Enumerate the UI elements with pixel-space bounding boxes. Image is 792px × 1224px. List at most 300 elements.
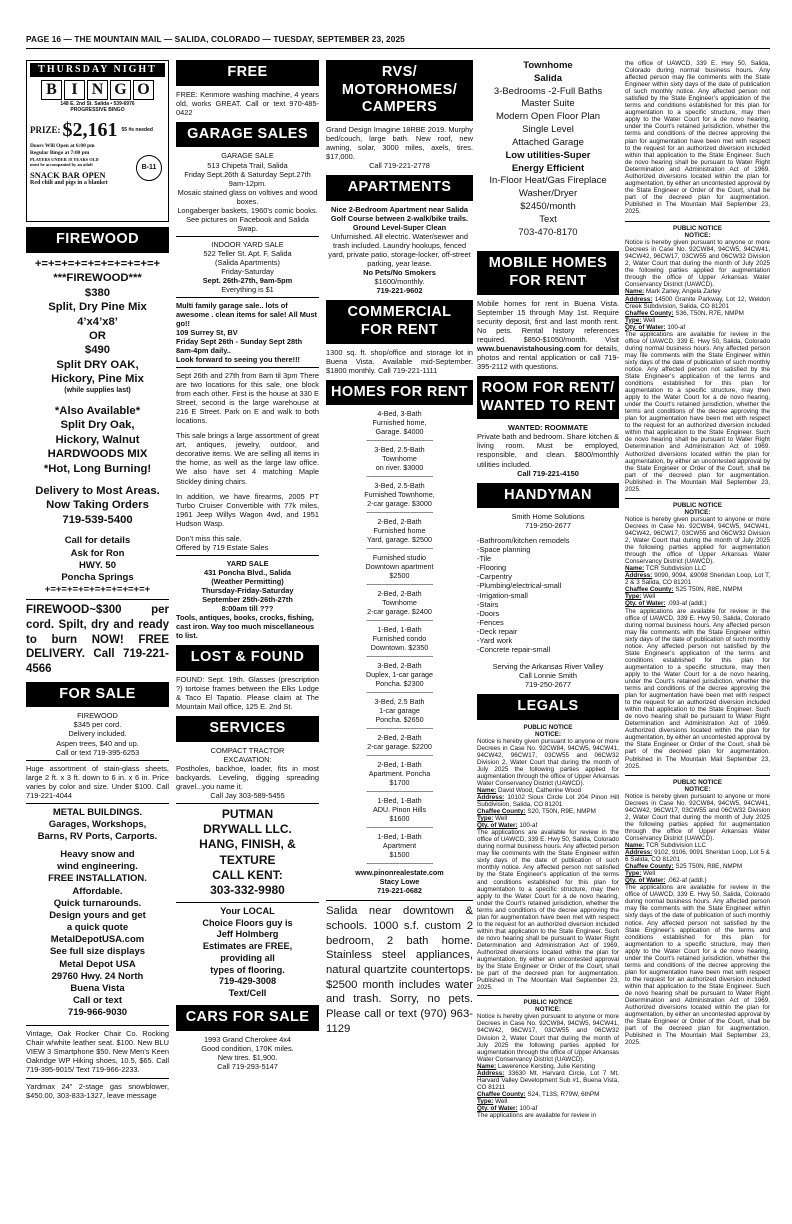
text-line: providing all [220,952,275,963]
text-line: Single Level [522,124,574,136]
text-line: 703-470-8170 [518,226,578,238]
text-line: ROOM FOR RENT/ [481,380,615,396]
text-line: FREE INSTALLATION. [48,873,147,885]
field-value: Well [643,593,656,601]
text-line: FIREWOOD [77,711,118,721]
garage-sales-header: GARAGE SALES [176,122,319,148]
notice-body: The applications are available for review in the office of UAWCD, 339 E. Hwy 50, Salida, Colorado during normal business hours. Any affected person may file comments with the State Engineer within sixty days of the date of publication of such monthly notice. Any affected person not satisfied by the State Engineer’s application of the terms and conditions established for this plan for augmentation to a specific structure, may then apply to the Water Court for a de novo hearing, under the Court’s retained jurisdiction, whether the terms and conditions of the decree approving the plan for augmentation have been met with respect to the request for an authorized diversion included within that application to the State Engineer. Such de novo hearing shall be pursuant to Water Right Determination and Administration Act of 1969. Authorized diversions located within the plan for augmentation, by either an uncontested approval by the State Engineer or Order of the Court, shall be part of the decreed plan for augmentation. Published in The Mountain Mail September 23, 2025. [477,829,619,992]
notice-label: NOTICE: [684,232,711,240]
bingo-regular: Regular Bingo at 7:00 pm [30,149,90,156]
home-listing-line: Poncha. $2300 [375,679,424,689]
home-listing-line: 3-Bed, 2-Bath [377,661,422,671]
text-line: RVS/ [381,64,418,80]
for-sale-ad-1 [26,711,169,756]
text-line: Text [539,213,557,225]
listing-separator: ~~~~~~~~~~~~~~~~~~ [366,787,433,797]
home-listing [326,733,473,751]
text-line: Grand Design Imagine 18RBE 2019. Murphy bed/couch, large bath. New roof, new awning, solar, 3000 miles, axels, tires. $17,000. [326,125,473,162]
field-value: 100-af [667,323,686,331]
notice-intro: Notice is hereby given pursuant to anyone or more Decrees in Case No. 92CW84, 94CW5, 94CW41, 94CW42, 96CW17, 03CW55 and 06CW32 Division 2, Water Court that during the month of July 2025 the following parties applied for augmentation through the office of Upper Arkansas Water Conservancy District (UAWCD). [477,737,620,787]
home-listing-line: Duplex, 1-car garage [365,670,434,680]
field-value: 9102, 9106, 9091 Sheridan Loop, Lot 5 & 6 Salida, CO 81201 [625,849,770,864]
notice-intro: Notice is hereby given pursuant to anyone or more Decrees in Case No. 92CW84, 94CW5, 94CW41, 94CW42, 96CW17, 03CW55 and 06CW32 Division 2, Water Court that during the month of July 2025 the following parties applied for augmentation through the office of Upper Arkansas Water Conservancy District (UAWCD). [625,515,770,566]
text-line: Tools, antiques, books, crocks, fishing, cast iron. Way too much miscellaneous to list. [176,612,315,640]
home-listing-line: $1600 [389,814,410,824]
text-line: See full size displays [49,946,146,958]
roommate-ad [477,423,619,477]
firewood-ad-2: FIREWOOD~$300 per cord. Spilt, dry and ready to burn NOW! FREE DELIVERY. Call 719-221-4566 [26,604,169,675]
text-line: 1993 Grand Cherokee 4x4 [203,1034,292,1044]
for-sale-ad-2: Huge assortment of stain-glass sheets, large 2 ft. x 3 ft. down to 6 in. x 6 in. Price varies by color and size. Under $100. Call 719-221-4044 [26,763,169,800]
handyman-service-item: -Yard work [477,635,513,645]
home-listing-line: 2-Bed, 2-Bath [377,589,422,599]
field-value: Well [643,316,656,324]
public-notice-3 [625,225,770,493]
handyman-services-list [477,536,619,653]
homes-phone: 719-221-0682 [377,886,422,896]
text-line: 8:00am till ??? [221,603,274,613]
for-sale-header: FOR SALE [26,682,169,708]
yardmax-ad: Yardmax 24” 2-stage gas snowblower, $450.00, 303-833-1327, leave message [26,1081,169,1100]
home-listing-line: 1-car garage [379,706,420,716]
column-1 [26,60,169,1103]
field-value: Well [495,1097,508,1105]
flooring-ad [176,906,319,1000]
handyman-service-item: -Irrigation-small [477,590,528,600]
field-label: Address: [625,849,653,857]
text-line: Mobile homes for rent in Buena Vista. September 15 through May 1st. Require security deposit, first and last month rent. No pets. Rental history references required. $850-$1050/month. Visit [477,298,619,344]
notice-body: The applications are available for review in the office of UAWCD, 339 E. Hwy 50, Salida, Colorado during normal business hours. Any affected person may file comments with the State Engineer within sixty days of the date of publication of such monthly notice. Any affected person not satisfied by the State Engineer’s application of the terms and conditions established for this plan for augmentation to a specific structure, may then apply to the Water Court for a de novo hearing, under the Court’s retained jurisdiction, whether the terms and conditions of the decree approving the plan for augmentation have been met with respect to the request for an authorized diversion included within that application to the State Engineer. Such de novo hearing shall be pursuant to Water Right Determination and Administration Act of 1969. Authorized diversions located within the plan for augmentation, by either an uncontested approval by the State Engineer or Order of the Court, shall be part of the decreed plan for augmentation. Published in The Mountain Mail September 23, 2025. [625,607,770,770]
text-line: $345 per cord. [73,720,122,730]
text-line: In addition, we have firearms, 2005 PT Turbo Cruiser Convertible with 77k miles, 1961 Jeep Willys Wagon 4wd, and 1951 Hudson Wasp. [176,491,319,528]
listing-separator: ~~~~~~~~~~~~~~~~~~ [366,616,433,626]
field-value: S25 T50N, R8E, NMPM [675,863,743,871]
home-listing-line: $1700 [389,778,410,788]
field-label: Address: [477,793,505,801]
text-line: 513 Chipeta Trail, Salida [207,160,288,170]
text-line: Garages, Workshops, [48,818,147,830]
text-line: Smith Home Solutions [511,512,585,522]
text-line: Now Taking Orders [46,499,149,512]
text-line: Unfurnished. All electric. Water/sewer and trash included. Laundry hookups, fenced yard, private patio, storage-locker, off-street parking, year lease. [328,232,471,269]
text-line: 29760 Hwy. 24 North [51,970,144,982]
lost-found-ad: FOUND: Sept. 19th. Glasses (prescription ?) tortoise frames between the Elks Lodge & Taco El Tapatio. Please claim at The Mountain Mail office, 125 E. 2nd St. [176,674,319,711]
text-line: Serving the Arkansas River Valley [492,661,604,671]
home-listing-line: Apartment. Poncha [368,769,431,779]
lost-found-header: LOST & FOUND [176,645,319,671]
text-line: types of flooring. [210,964,285,975]
bingo-snack: SNACK BAR OPEN [30,170,106,181]
bingo-address: 148 E. 2nd St. Salida • 539-6976 [60,101,135,108]
notice-label: NOTICE: [684,508,711,516]
home-listing-line: Apartment [382,841,417,851]
field-value: Well [643,870,656,878]
home-listing-line: Furnished Townhome, [364,490,435,500]
text-line: Split Dry Oak, [60,419,135,432]
text-line: DRYWALL LLC. [203,822,292,837]
field-label: Name: [625,842,645,850]
text-line: Low utilities-Super [505,149,591,161]
text-line: MOBILE HOMES [488,255,608,272]
services-ad-1 [176,746,319,800]
text-line: Call 719-293-5147 [217,1061,278,1071]
prize-label: PRIZE: [30,124,61,135]
field-label: Chaffee County: [477,1090,526,1098]
handyman-header: HANDYMAN [477,483,619,509]
text-line: *Hot, Long Burning! [43,462,152,475]
bingo-letter: I [64,80,85,100]
home-listing-line: 2-Bed, 2-Bath [377,733,422,743]
handyman-service-item: -Plumbing/electrical-small [477,581,562,591]
text-line: Call or text [72,995,123,1007]
handyman-service-item: -Tile [477,554,492,564]
public-notice-1 [477,724,619,992]
text-line: INDOOR YARD SALE [211,239,284,249]
text-line: Townhome [523,60,573,71]
text-line: EXCAVATION: [223,754,272,764]
text-line: Design yours and get [49,909,146,921]
homes-list [326,409,473,868]
text-line: No Pets/No Smokers [363,268,436,278]
public-notice-5 [625,779,770,1047]
column-4 [477,60,619,1119]
field-label: Qty. of Water: [477,822,518,830]
text-line: Buena Vista [70,982,125,994]
apartments-header: APARTMENTS [326,175,473,201]
notice-intro: Notice is hereby given pursuant to anyone or more Decrees in Case No. 92CW84, 94CW5, 94CW41, 94CW42, 96CW17, 03CW55 and 06CW32 Division 2, Water Court that during the month of July 2025 the following parties applied for augmentation through the office of Upper Arkansas Water Conservancy District (UAWCD). [625,239,770,289]
rv-ad [326,125,473,170]
home-listing [326,445,473,472]
commercial-ad: 1300 sq. ft. shop/office and storage lot in Buena Vista. Available mid-September. $1800 monthly. Call 719-221-1111 [326,347,473,375]
text-line: Don’t miss this sale. [176,533,242,543]
home-listing-line: 1-Bed, 1-Bath [377,832,422,842]
notice-title: PUBLIC NOTICE [673,501,722,509]
home-listing-line: Poncha. $2650 [375,715,424,725]
text-line: Hickory, Pine Mix [51,373,144,386]
text-line: FOR RENT [509,273,587,290]
notice-body: The applications are available for review in the office of UAWCD, 339 E. Hwy 50, Salida, Colorado during normal business hours. Any affected person may file comments with the State Engineer within sixty days of the date of publication of such monthly notice. Any affected person not satisfied by the State Engineer’s application of the terms and conditions established for this plan for augmentation to a specific structure, may then apply to the Water Court for a de novo hearing, under the Court’s retained jurisdiction, whether the terms and conditions of the decree approving the plan for augmentation have been met with respect to the request for an authorized diversion included within that application to the State Engineer. Such de novo hearing shall be pursuant to Water Right Determination and Administration Act of 1969. Authorized diversions located within the plan for augmentation, by either an uncontested approval by the State Engineer or Order of the Court, shall be part of the decreed plan for augmentation. Published in The Mountain Mail September 23, 2025. [625,330,770,493]
field-label: Qty. of Water: [625,877,666,885]
home-listing [326,697,473,724]
text-line: HANG, FINISH, & [199,837,296,852]
text-line: 719-429-3008 [218,976,277,987]
text-line: Aspen trees, $40 and up. [56,738,139,748]
text-line: (Weather Permitting) [211,576,284,586]
text-line: Choice Floors guy is [202,917,293,928]
column-3 [326,60,473,1039]
text-line: 431 Poncha Blvd., Salida [203,567,292,577]
field-value: S36, T50N, R7E, NMPM [675,309,744,317]
listing-separator: ~~~~~~~~~~~~~~~~~~ [366,436,433,446]
listing-separator: ~~~~~~~~~~~~~~~~~~ [366,544,433,554]
mobile-website-link[interactable]: www.buenavistahousing.com [477,343,581,353]
home-listing [326,661,473,688]
text-line: September 25th-26th-27th [202,594,293,604]
border-line: +=+=+=+=+=+=+=+=+=+ [44,583,151,595]
column-2 [176,60,319,1071]
garage-sale-5 [176,559,319,640]
garage-sale-4 [176,371,319,552]
home-listing-line: 2-Bed, 2-Bath [377,517,422,527]
text-line: Affordable. [72,885,123,897]
text-line: HWY. 50 [79,559,116,571]
text-line: 109 Surrey St, BV [176,328,238,338]
drywall-ad [176,807,319,899]
apartment-ad [326,205,473,295]
handyman-service-item: -Space planning [477,545,531,555]
bingo-ball-icon: B-11 [136,155,162,181]
text-line: Call Lonnie Smith [519,670,577,680]
bingo-letter: O [133,80,154,100]
handyman-service-item: -Concrete repair-small [477,644,551,654]
field-label: Name: [625,288,645,296]
text-line: MOTORHOMES/ [341,81,458,98]
home-listing-line: $1500 [389,850,410,860]
text-line: $2450/month [520,200,576,212]
text-line: Friday-Saturday [221,266,274,276]
home-listing-line: on river. $3000 [375,463,424,473]
text-line: wind engineering. [57,861,138,873]
text-line: Quick turnarounds. [53,897,142,909]
field-value: S25 T50N, R8E, NMPM [675,586,743,594]
bingo-prize [30,118,165,142]
salida-home-ad: Salida near downtown & schools. 1000 s.f. custom 2 bedroom, 2 bath home. Stainless steel appliances, natural quartzite countertops. $2500 month includes water and trash. Sorry, no pets. Please call or text (970) 963-1129 [326,905,473,1035]
handyman-service-item: -Carpentry [477,572,512,582]
listing-separator: ~~~~~~~~~~~~~~~~~~ [366,580,433,590]
listing-separator: ~~~~~~~~~~~~~~~~~~ [366,859,433,869]
field-value: David Wood, Catherine Wood [498,786,582,794]
handyman-service-item: -Flooring [477,563,507,573]
text-line: Salida [534,72,562,84]
field-label: Chaffee County: [477,808,526,816]
bingo-doors: Doors Will Open at 6:00 pm [30,142,95,149]
text-line: Attached Garage [512,136,584,148]
bingo-players: PLAYERS UNDER 18 YEARS OLD [30,156,99,162]
field-value: TCR Subdivision LLC [645,842,707,850]
bingo-letter: N [87,80,108,100]
handyman-service-item: -Stairs [477,599,499,609]
text-line: CAMPERS [361,99,438,116]
column-5 [625,60,770,1046]
text-line: Mosaic stained glass on voltives and wood boxes. [177,187,318,206]
cars-ad [176,1035,319,1071]
bingo-letter: G [110,80,131,100]
home-listing [326,625,473,652]
text-line: $1600/monthly. [374,277,425,287]
text-line: GARAGE SALE [221,151,274,161]
field-label: Address: [625,295,653,303]
text-line: Postholes, backhoe, loader, fits in most backyards. Leveling, digging spreading gravel...you name it. [176,763,319,791]
text-line: Metal Depot USA [59,958,136,970]
notice-continued: the office of UAWCD, 339 E. Hwy 50, Salida, Colorado during normal business hours. Any affected person may file comments with the State Engineer within sixty days of the date of publication of such monthly notice. Any affected person not satisfied by the State Engineer’s application of the terms and conditions established for this plan for augmentation to a specific structure, may then apply to the Water Court for a de novo hearing, under the Court’s retained jurisdiction, whether the terms and conditions of the decree approving the plan for augmentation have been met with respect to the request for an authorized diversion included within that application to the State Engineer. Such de novo hearing shall be pursuant to Water Right Determination and Administration Act of 1969. Authorized diversions located within the plan for augmentation, by either an uncontested approval by the State Engineer or Order of the Court, shall be part of the decreed plan for augmentation. Published in The Mountain Mail September 23, 2025. [625,60,770,215]
notice-label: NOTICE: [684,785,711,793]
public-notice-2 [477,999,619,1119]
field-label: Address: [625,572,653,580]
text-line: 719-250-2677 [524,679,572,689]
handyman-service-item: -Fences [477,617,504,627]
field-label: Name: [477,786,497,794]
text-line: Nice 2-Bedroom Apartment near Salida Golf Course between 2-walk/bike trails. Ground Level-Super Clean [330,204,469,232]
field-value: 33630 Mt. Harvard Circle, Lot 7 Mt. Harvard Valley Development Sub #1, Buena Vista, CO 81211 [477,1069,619,1091]
text-line: YARD SALE [226,558,269,568]
home-listing-line: Furnished studio [372,553,427,563]
handyman-service-item: -Deck repair [477,626,518,636]
text-line: Call Jay 303-589-5455 [210,790,285,800]
field-label: Qty. of Water: [625,323,666,331]
garage-sale-3 [176,301,319,364]
vintage-ad: Vintage, Oak Rocker Chair Co. Rocking Chair w/white leather seat. $100. New BLU VIEW 3 Smartphone $50. New Men’s Keen Oakridge WP Hiking shoes, 10.5, $65. Call 719-395-9015/ Text 719-966-2233. [26,1029,169,1075]
text-line: Estimates are FREE, [202,941,293,952]
homes-contact [326,868,473,895]
handyman-service-item: -Doors [477,608,500,618]
home-listing [326,832,473,859]
text-line: Multi family garage sale.. lots of awesome . clean items for sale! All Must go!! [176,300,318,328]
text-line: Washer/Dryer [518,188,578,200]
field-label: Chaffee County: [625,309,674,317]
field-label: Name: [477,1062,497,1070]
bingo-title: THURSDAY NIGHT [30,63,165,77]
field-label: Type: [477,815,494,823]
text-line: Call 719-221-4150 [517,468,579,478]
metal-buildings-ad [26,807,169,1020]
handyman-service-item: -Bathroom/kitchen remodels [477,536,570,546]
bingo-players2: must be accompanied by an adult [30,162,93,168]
cars-header: CARS FOR SALE [176,1005,319,1031]
free-ad: FREE: Kenmore washing machine, 4 years old, works GREAT. Call or text 970-485-0422 [176,89,319,117]
legals-header: LEGALS [477,694,619,720]
home-listing [326,796,473,823]
field-value: .093-af (addl.) [667,600,707,608]
notice-label: NOTICE: [535,1006,561,1014]
home-listing-line: 2-car garage. $2200 [367,742,432,752]
text-line: 719-539-5400 [62,513,133,526]
numbers-needed: 55 #s needed [121,126,153,133]
text-line: Poncha Springs [61,571,134,583]
notice-title: PUBLIC NOTICE [673,778,722,786]
text-line: WANTED: ROOMMATE [508,423,588,433]
notice-body-tail: The applications are available for review in [477,1112,597,1120]
bingo-jackpot: PROGRESSIVE BINGO [70,107,125,114]
text-line: HARDWOODS MIX [47,448,148,461]
notice-body: The applications are available for review in the office of UAWCD, 339 E. Hwy 50, Salida, Colorado during normal business hours. Any affected person may file comments with the State Engineer within sixty days of the date of publication of such monthly notice. Any affected person not satisfied by the State Engineer’s application of the terms and conditions established for this plan for augmentation to a specific structure, may then apply to the Water Court for a de novo hearing, under the Court’s retained jurisdiction, whether the terms and conditions of the decree approving the plan for augmentation have been met with respect to the request for an authorized diversion included within that application to the State Engineer. Such de novo hearing shall be pursuant to Water Right Determination and Administration Act of 1969. Authorized diversions located within the plan for augmentation, by either an uncontested approval by the State Engineer or Order of the Court, shall be part of the decreed plan for augmentation. Published in The Mountain Mail September 23, 2025. [625,884,770,1047]
field-label: Type: [625,316,642,324]
notice-intro: Notice is hereby given pursuant to anyone or more Decrees in Case No. 92CW84, 94CW5, 94CW41, 94CW42, 96CW17, 03CW55 and 06CW32 Division 2, Water Court that during the month of July 2025 the following parties applied for augmentation through the office of Upper Arkansas Water Conservancy District (UAWCD). [625,792,770,842]
field-value: .062-af (addl.) [667,877,707,885]
firewood-header: FIREWOOD [26,227,169,253]
text-line: Your LOCAL [220,905,275,916]
home-listing-line: Downtown. $2350 [370,643,429,653]
garage-sale-2 [176,240,319,294]
services-header: SERVICES [176,716,319,742]
public-notice-4 [625,502,770,770]
home-listing [326,409,473,436]
garage-sale-1 [176,151,319,232]
home-listing [326,517,473,544]
notice-label: NOTICE: [535,730,561,738]
field-label: Chaffee County: [625,863,674,871]
notice-title: PUBLIC NOTICE [523,723,573,731]
text-line: ***FIREWOOD*** [53,272,142,285]
firewood-ad [26,257,169,596]
text-line: Call or text 719-395-6253 [55,747,140,757]
field-label: Chaffee County: [625,586,674,594]
field-value: 9090, 9094, &9098 Sheridan Loop, Lot T, 2 & 3 Salida, CO 81201 [625,572,771,587]
field-value: 14500 Granite Parkway, Lot 12, Weldon Creek Subdivision, Salida, CO 81201 [625,295,770,310]
listing-separator: ~~~~~~~~~~~~~~~~~~ [366,823,433,833]
home-listing [326,760,473,787]
text-line: FOR RENT [360,321,439,338]
townhome-ad [477,60,619,239]
listing-separator: ~~~~~~~~~~~~~~~~~~ [366,508,433,518]
text-line: CALL KENT: [212,868,283,883]
text-line: WANTED TO RENT [480,397,616,414]
home-listing-line: Furnished home, [372,418,427,428]
bingo-ad [26,60,169,222]
home-listing-line: 2-car garage. $2400 [367,607,432,617]
field-value: 100-af [519,822,538,830]
text-line: Text/Cell [228,988,267,999]
home-listing [326,589,473,616]
field-label: Type: [625,870,642,878]
home-listing-line: Furnished condo [372,634,427,644]
homes-website[interactable]: www.pinonrealestate.com [355,868,444,878]
text-line: Call 719-221-2778 [369,161,430,171]
text-line: 719-966-9030 [67,1007,128,1019]
text-line: 719-250-2677 [524,521,572,531]
text-line: METAL BUILDINGS. [52,806,143,818]
text-line: TEXTURE [219,852,276,867]
text-line: COMPACT TRACTOR [210,745,285,755]
border-line: +=+=+=+=+=+=+=+=+=+ [34,257,161,270]
home-listing-line: 2-Bed, 1-Bath [377,760,422,770]
prize-amount: $2,161 [62,119,118,142]
field-label: Qty. of Water: [625,600,666,608]
home-listing-line: 3-Bed, 2.5-Bath [374,445,425,455]
home-listing-line: 3-Bed, 2.5-Bath [374,481,425,491]
field-label: Type: [477,1097,494,1105]
text-line: Sept 26th and 27th from 8am til 3pm There are two locations for this sale, one block from each other. First is the house at 330 E Street, second is the large warehouse at 216 E Street. Park on E and walk to both locations. [176,371,319,426]
field-value: Mark Zarley, Angela Zarley [646,288,721,296]
text-line: 303-332-9980 [210,883,285,898]
field-value: 100-af [519,1104,538,1112]
text-line: 719-221-9602 [376,286,423,296]
text-line: PUTMAN [221,806,274,821]
text-line: New tires. $1,900. [217,1052,278,1062]
field-value: Well [495,815,508,823]
listing-separator: ~~~~~~~~~~~~~~~~~~ [366,724,433,734]
handyman-ad [477,512,619,689]
text-line: $380 [84,286,111,299]
text-line: Delivery included. [68,729,127,739]
text-line: Good condition, 170K miles. [201,1043,294,1053]
text-line: Sept. 26th-27th, 9am-5pm [202,275,293,285]
field-label: Name: [625,565,645,573]
text-line: Jeff Holmberg [216,929,279,940]
text-line: Master Suite [521,98,575,110]
text-line: *Also Available* [54,404,141,417]
text-line: Delivery to Most Areas. [35,484,160,497]
home-listing-line: Garage. $4000 [375,427,424,437]
listing-separator: ~~~~~~~~~~~~~~~~~~ [366,688,433,698]
field-value: S20, T50N, R9E, NMPM [527,808,596,816]
text-line: Barns, RV Ports, Carports. [37,831,158,842]
home-listing-line: Downtown apartment [365,562,434,572]
text-line: a quick quote [66,922,129,934]
home-listing [326,553,473,580]
home-listing-line: 2-car garage. $3000 [367,499,432,509]
field-label: Qty. of Water: [477,1104,518,1112]
field-value: Lawerence Kersting, Julie Kersting [498,1062,595,1070]
